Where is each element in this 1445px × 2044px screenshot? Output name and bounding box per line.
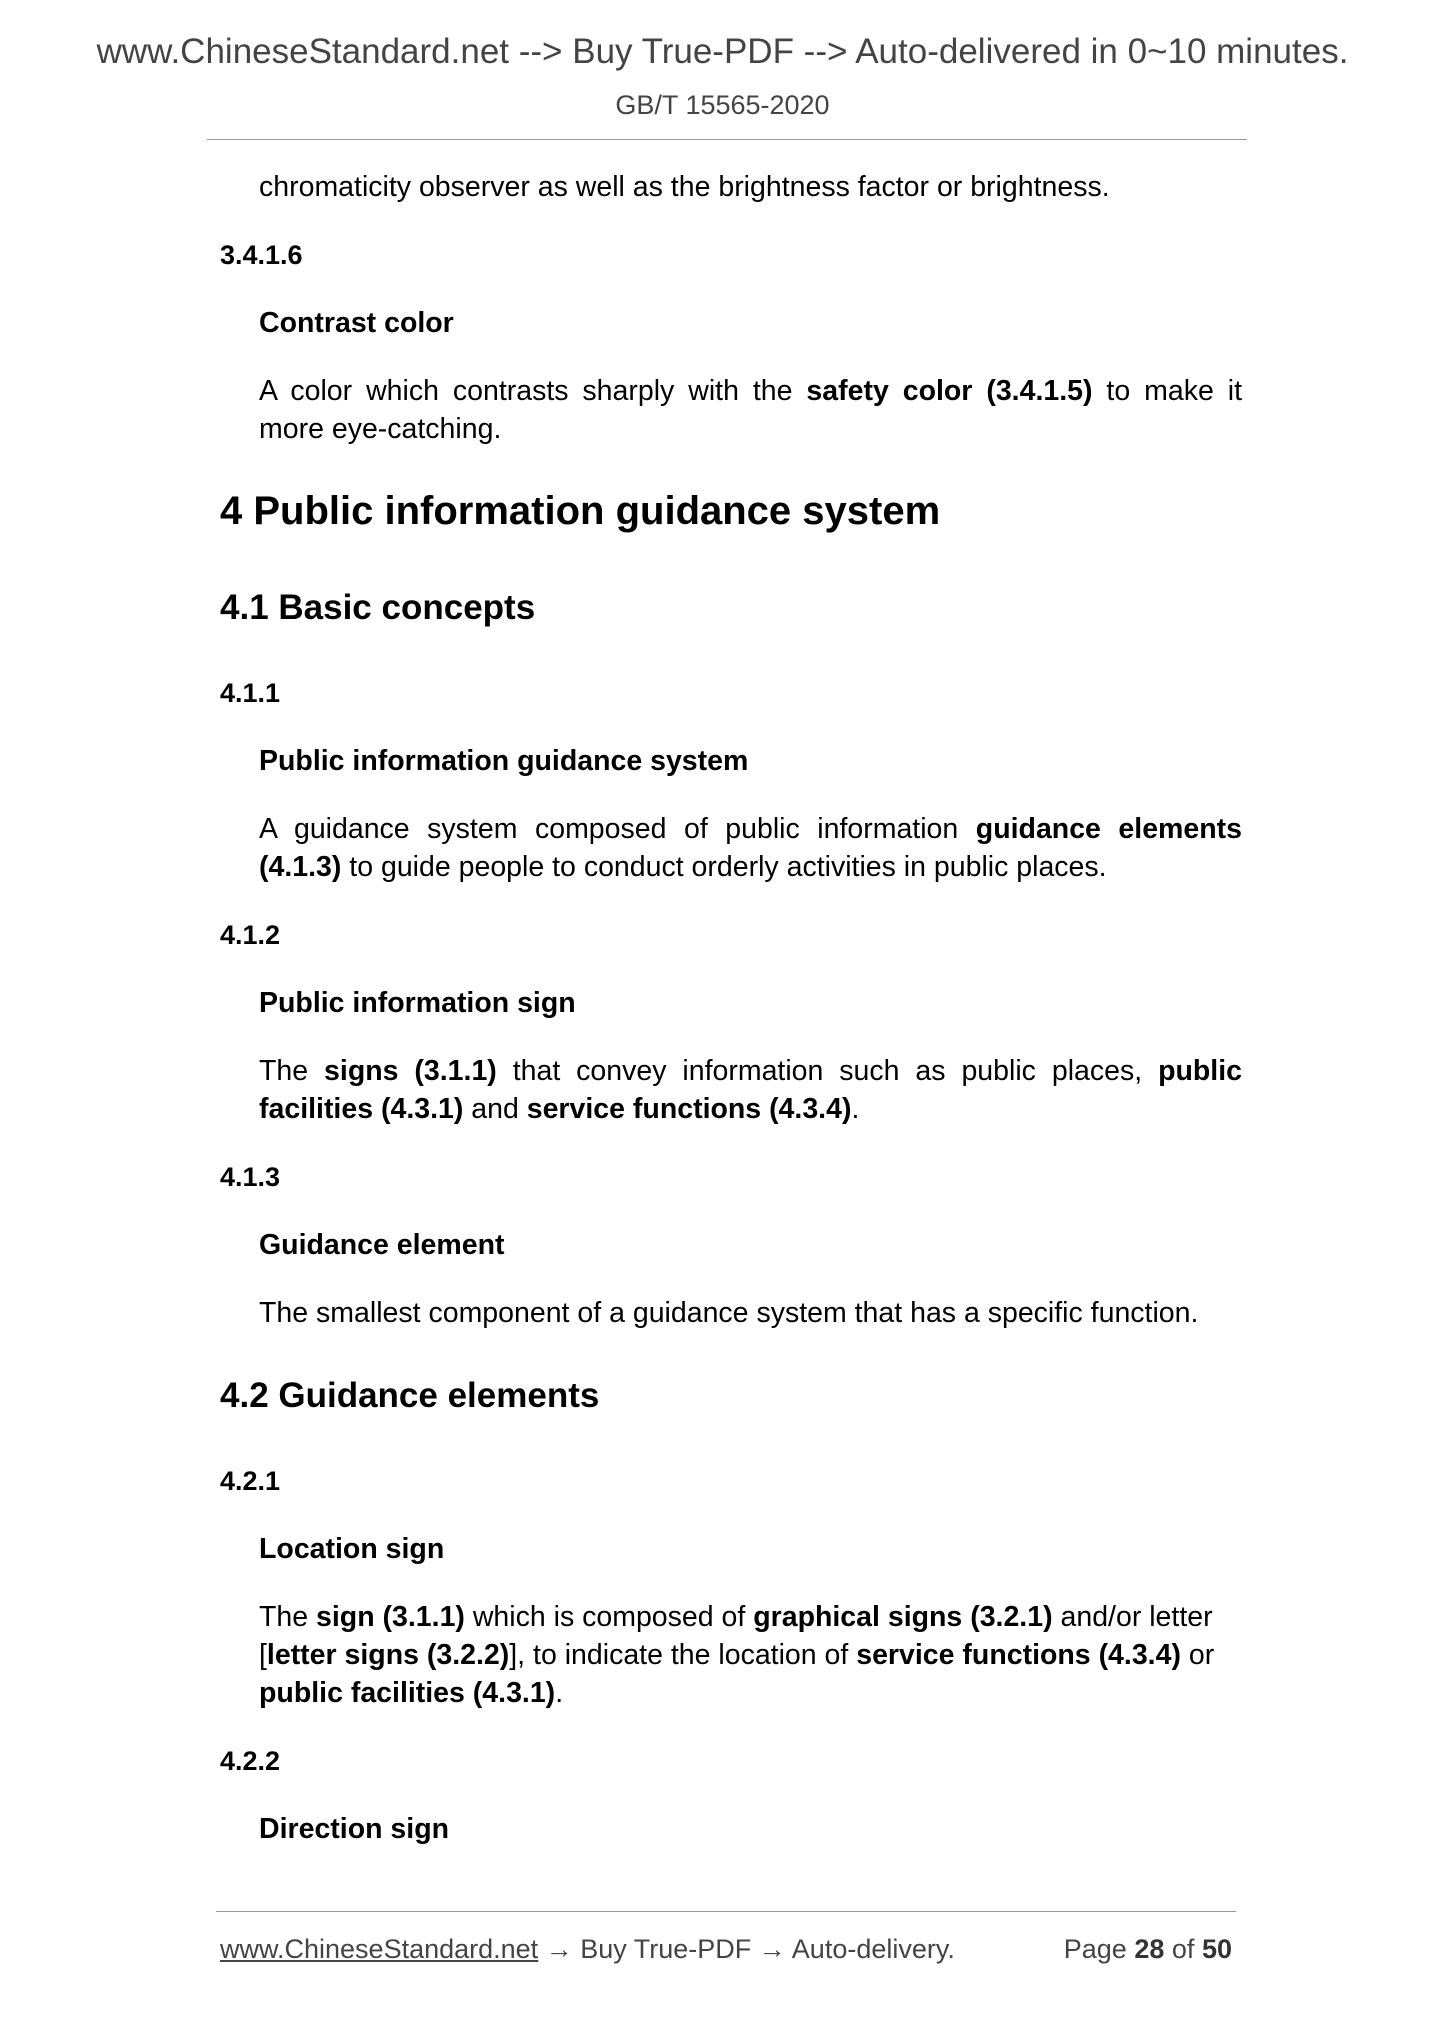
term-title: Location sign — [259, 1533, 445, 1565]
term-title: Guidance element — [259, 1229, 505, 1261]
footer-promo — [220, 1934, 955, 1965]
term-reference: graphical signs (3.2.1) — [753, 1601, 1053, 1633]
page-footer — [220, 1934, 1232, 1974]
header-divider — [207, 139, 1247, 140]
of-label: of — [1171, 1934, 1195, 1964]
arrow-right-icon: → — [758, 1934, 786, 1964]
term-reference: public facilities (4.3.1) — [259, 1677, 556, 1709]
site-banner: www.ChineseStandard.net --> Buy True-PDF --> Auto-delivered in 0~10 minutes. — [96, 32, 1349, 71]
clause-number: 3.4.1.6 — [220, 240, 303, 270]
section-heading: 4 Public information guidance system — [220, 489, 941, 533]
term-reference: guidance elements (4.1.3) — [259, 813, 1242, 883]
subsection-heading: 4.1 Basic concepts — [220, 588, 536, 627]
term-title: Direction sign — [259, 1813, 450, 1845]
page-indicator — [1064, 1934, 1232, 1965]
term-reference: sign (3.1.1) — [316, 1601, 465, 1633]
page-label: Page — [1063, 1934, 1127, 1964]
total-pages: 50 — [1201, 1934, 1232, 1964]
arrow-right-icon: → — [545, 1934, 573, 1964]
term-reference: signs (3.1.1) — [324, 1055, 497, 1087]
clause-number: 4.1.3 — [220, 1162, 281, 1192]
term-reference: public facilities (4.3.1) — [259, 1055, 1242, 1125]
term-title: Public information guidance system — [259, 745, 749, 777]
clause-number: 4.1.1 — [220, 678, 281, 708]
term-definition: A color which contrasts sharply with the safety color (3.4.1.5) to make it more eye-catching. — [259, 375, 1242, 445]
term-definition: A guidance system composed of public information guidance elements (4.1.3) to guide people to conduct orderly activities in public places. — [259, 813, 1242, 883]
auto-delivery-text: Auto-delivery. — [791, 1934, 955, 1964]
clause-number: 4.2.1 — [220, 1466, 281, 1496]
clause-number: 4.2.2 — [220, 1746, 281, 1776]
term-title: Public information sign — [259, 987, 576, 1019]
term-definition: The smallest component of a guidance system that has a specific function. — [259, 1297, 1199, 1329]
term-reference: letter signs (3.2.2) — [266, 1639, 510, 1671]
term-definition: The sign (3.1.1) which is composed of graphical signs (3.2.1) and/or letter [letter signs (3.2.2)], to indicate the location of service functions (4.3.4) or public facilities (4.3.1). — [259, 1601, 1215, 1709]
subsection-heading: 4.2 Guidance elements — [220, 1376, 600, 1415]
document-body — [220, 168, 1242, 1848]
term-reference: service functions (4.3.4) — [526, 1093, 852, 1125]
footer-divider — [216, 1911, 1236, 1912]
term-reference: safety color (3.4.1.5) — [806, 375, 1093, 407]
document-id: GB/T 15565-2020 — [615, 90, 830, 120]
page-number: 28 — [1134, 1934, 1165, 1964]
clause-number: 4.1.2 — [220, 920, 281, 950]
term-title: Contrast color — [259, 307, 454, 339]
term-reference: service functions (4.3.4) — [856, 1639, 1181, 1671]
paragraph-continued: chromaticity observer as well as the brightness factor or brightness. — [259, 171, 1110, 203]
site-link[interactable]: www.ChineseStandard.net — [220, 1934, 539, 1964]
buy-text: Buy True-PDF — [580, 1934, 752, 1964]
term-definition: The signs (3.1.1) that convey information such as public places, public facilities (4.3.1) and service functions (4.3.4). — [259, 1055, 1242, 1125]
